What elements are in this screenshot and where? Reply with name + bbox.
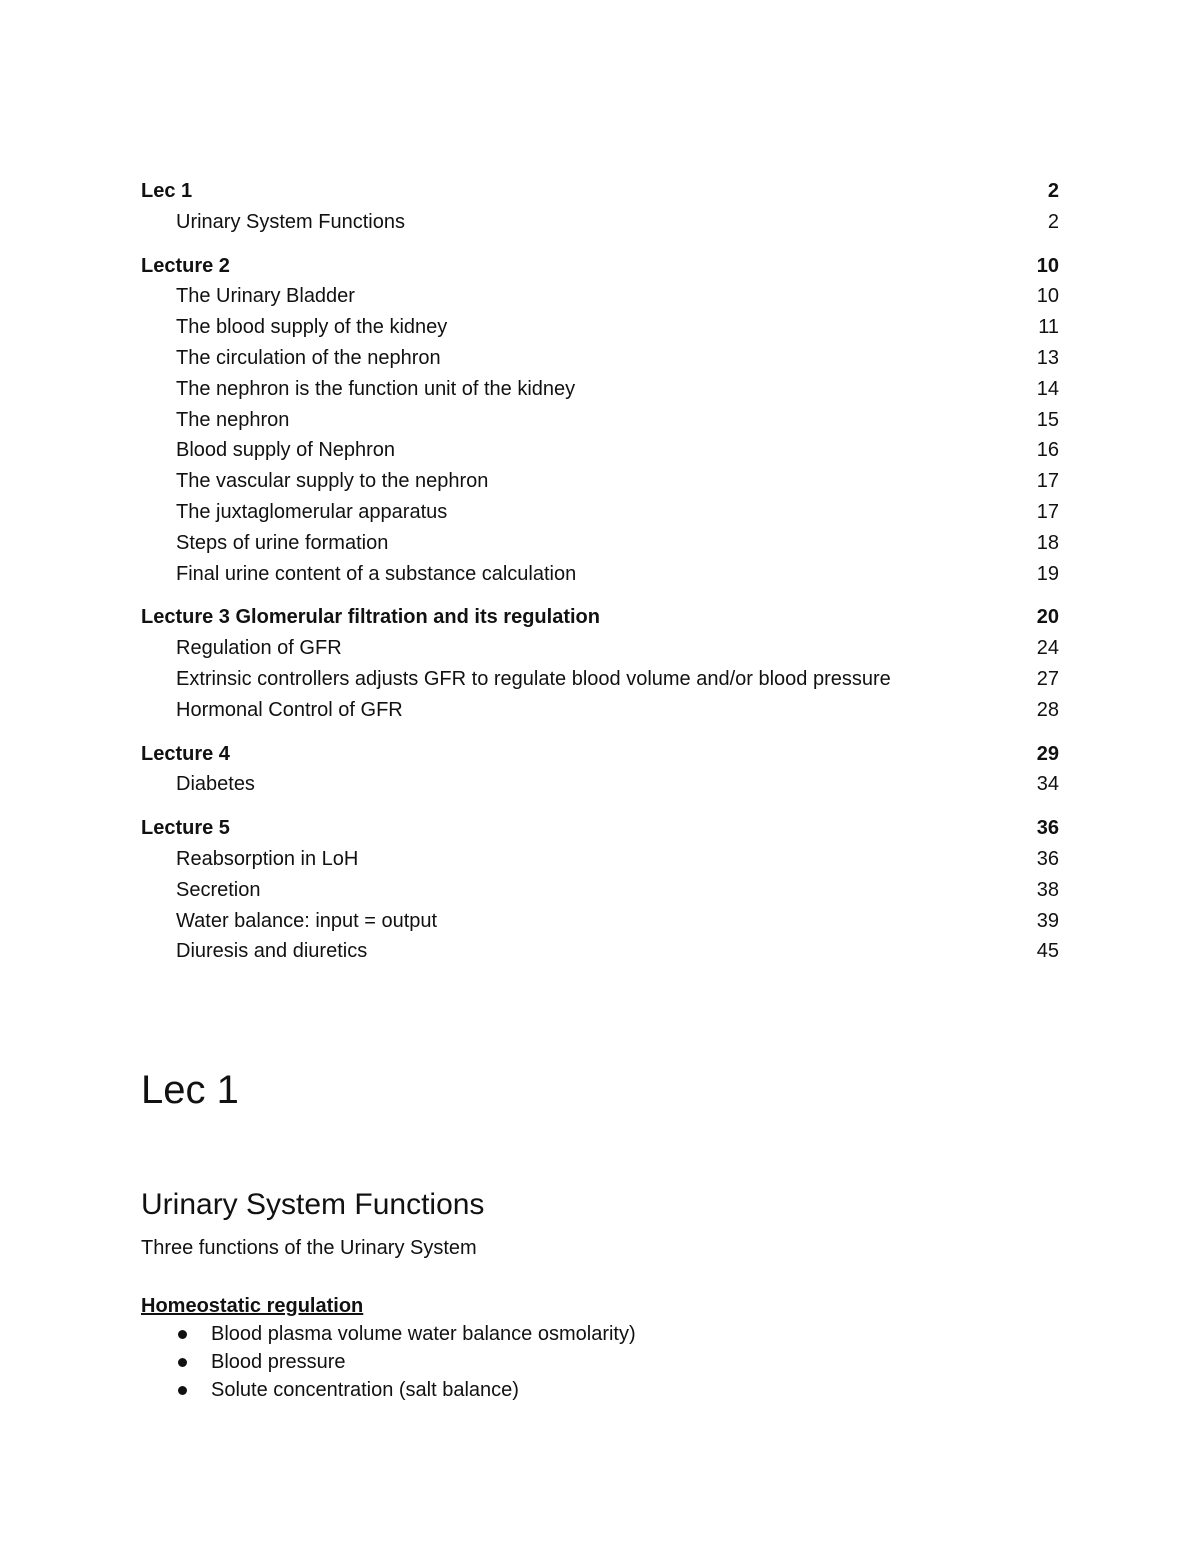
toc-subentry-title: Diuresis and diuretics	[176, 940, 368, 963]
toc-entry-title: Lecture 5	[141, 817, 230, 840]
toc-entry-lecture-4[interactable]	[141, 739, 1059, 770]
toc-subentry[interactable]	[141, 405, 1059, 436]
toc-subentry-title: The blood supply of the kidney	[176, 316, 448, 339]
toc-entry-title: Lecture 3 Glomerular filtration and its regulation	[141, 606, 600, 629]
toc-subentry-title: Secretion	[176, 878, 261, 901]
toc-section	[141, 251, 1059, 590]
toc-subentry[interactable]	[141, 844, 1059, 875]
toc-subentry-title: The nephron is the function unit of the kidney	[176, 377, 576, 400]
toc-subentry-title: Blood supply of Nephron	[176, 439, 396, 462]
list-item	[141, 1376, 636, 1404]
toc-subentry-page: 36	[1036, 847, 1059, 870]
toc-subentry-page: 16	[1036, 439, 1059, 462]
toc-subentry[interactable]	[141, 769, 1059, 800]
toc-subentry-page: 27	[1036, 667, 1059, 690]
toc-subentry[interactable]	[141, 312, 1059, 343]
toc-subentry-page: 17	[1036, 500, 1059, 523]
section-heading-urinary-system-functions: Urinary System Functions	[141, 1188, 485, 1221]
toc-entry-title: Lecture 2	[141, 254, 230, 277]
toc-subentry[interactable]	[141, 875, 1059, 906]
toc-subentry-title: Diabetes	[176, 773, 255, 796]
list-item	[141, 1320, 636, 1348]
list-item-text: Blood pressure	[211, 1351, 346, 1373]
toc-section	[141, 739, 1059, 801]
toc-subentry-page: 45	[1036, 940, 1059, 963]
toc-subentry-title: The vascular supply to the nephron	[176, 470, 489, 493]
toc-entry-page: 36	[1036, 817, 1059, 840]
toc-entry-page: 29	[1036, 742, 1059, 765]
table-of-contents	[141, 176, 1059, 980]
toc-subentry[interactable]	[141, 695, 1059, 726]
toc-subentry[interactable]	[141, 435, 1059, 466]
toc-subentry-title: Final urine content of a substance calculation	[176, 562, 577, 585]
subheading-homeostatic-regulation: Homeostatic regulation	[141, 1295, 364, 1317]
toc-subentry-title: The circulation of the nephron	[176, 346, 441, 369]
toc-section	[141, 602, 1059, 725]
toc-subentry-title: Reabsorption in LoH	[176, 847, 359, 870]
bullet-icon	[178, 1386, 187, 1395]
toc-subentry[interactable]	[141, 906, 1059, 937]
toc-subentry-title: Water balance: input = output	[176, 909, 438, 932]
toc-entry-title: Lecture 4	[141, 742, 230, 765]
toc-entry-lecture-2[interactable]	[141, 251, 1059, 282]
toc-entry-title: Lec 1	[141, 180, 193, 202]
toc-subentry-title: Urinary System Functions	[176, 210, 405, 233]
list-item	[141, 1348, 636, 1376]
toc-subentry-page: 39	[1036, 909, 1059, 932]
toc-subentry-title: The Urinary Bladder	[176, 285, 355, 308]
toc-entry-lec-1[interactable]	[141, 176, 1059, 207]
toc-subentry-title: The nephron	[176, 408, 290, 431]
toc-subentry[interactable]	[141, 936, 1059, 967]
toc-subentry-page: 10	[1036, 285, 1059, 308]
toc-subentry[interactable]	[141, 559, 1059, 590]
list-item-text: Solute concentration (salt balance)	[211, 1379, 519, 1401]
toc-subentry-page: 17	[1036, 470, 1059, 493]
section-heading-lec-1: Lec 1	[141, 1068, 239, 1112]
toc-entry-page: 20	[1036, 606, 1059, 629]
toc-subentry[interactable]	[141, 664, 1059, 695]
toc-subentry-page: 2	[1047, 210, 1059, 233]
toc-subentry-page: 13	[1036, 346, 1059, 369]
toc-subentry[interactable]	[141, 497, 1059, 528]
toc-entry-lecture-5[interactable]	[141, 813, 1059, 844]
toc-subentry-page: 24	[1036, 637, 1059, 660]
intro-paragraph: Three functions of the Urinary System	[141, 1237, 477, 1259]
toc-subentry[interactable]	[141, 281, 1059, 312]
toc-subentry-title: The juxtaglomerular apparatus	[176, 500, 448, 523]
list-item-text: Blood plasma volume water balance osmolarity)	[211, 1323, 636, 1345]
toc-subentry[interactable]	[141, 207, 1059, 238]
toc-subentry-page: 18	[1036, 531, 1059, 554]
toc-subentry-page: 11	[1038, 316, 1059, 339]
toc-subentry-page: 38	[1036, 878, 1059, 901]
toc-subentry[interactable]	[141, 528, 1059, 559]
toc-subentry-page: 34	[1036, 773, 1059, 796]
toc-entry-page: 10	[1036, 254, 1059, 277]
toc-section	[141, 176, 1059, 238]
toc-subentry-title: Extrinsic controllers adjusts GFR to regulate blood volume and/or blood pressure	[176, 667, 891, 690]
bullet-icon	[178, 1358, 187, 1367]
toc-subentry[interactable]	[141, 466, 1059, 497]
toc-subentry-page: 15	[1036, 408, 1059, 431]
toc-subentry[interactable]	[141, 633, 1059, 664]
toc-subentry-page: 28	[1036, 698, 1059, 721]
toc-subentry-page: 19	[1036, 562, 1059, 585]
toc-subentry[interactable]	[141, 343, 1059, 374]
toc-subentry-title: Hormonal Control of GFR	[176, 698, 403, 721]
bullet-icon	[178, 1330, 187, 1339]
bullet-list	[141, 1320, 636, 1404]
toc-entry-page: 2	[1047, 180, 1059, 202]
toc-subentry-page: 14	[1036, 377, 1059, 400]
toc-entry-lecture-3[interactable]	[141, 602, 1059, 633]
toc-subentry-title: Regulation of GFR	[176, 637, 342, 660]
toc-subentry[interactable]	[141, 374, 1059, 405]
toc-section	[141, 813, 1059, 967]
toc-subentry-title: Steps of urine formation	[176, 531, 389, 554]
